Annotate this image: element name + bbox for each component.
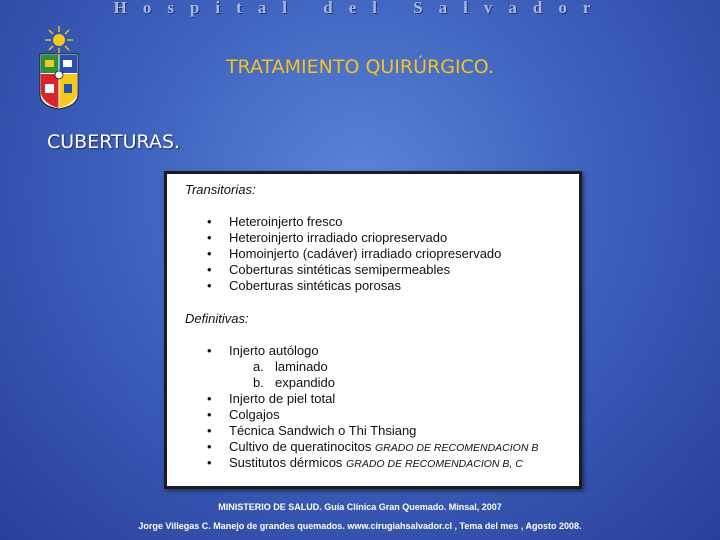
list-item: • Colgajos	[207, 407, 280, 422]
recommendation-grade: GRADO DE RECOMENDACION B, C	[346, 458, 523, 470]
list-item: • Injerto autólogo	[207, 343, 319, 358]
list-item: • Técnica Sandwich o Thi Thsiang	[207, 423, 417, 438]
bullet-icon: •	[207, 407, 212, 422]
list-item: • Homoinjerto (cadáver) irradiado criopreservado	[207, 246, 502, 261]
list-item: • Sustitutos dérmicos GRADO DE RECOMENDACION B, C	[207, 455, 523, 470]
bullet-icon: •	[207, 439, 212, 454]
bullet-icon: •	[207, 246, 212, 261]
bullet-icon: •	[207, 343, 212, 358]
list-item: • Cultivo de queratinocitos GRADO DE RECOMENDACION B	[207, 439, 539, 454]
definitivas-list	[167, 343, 579, 359]
transitorias-list	[167, 214, 579, 294]
section-heading: CUBERTURAS.	[47, 131, 181, 153]
definitivas-label: Definitivas:	[185, 311, 249, 326]
list-item: • Injerto de piel total	[207, 391, 336, 406]
bullet-icon: •	[207, 214, 212, 229]
coverage-table-image	[164, 171, 582, 489]
list-item: • Coberturas sintéticas porosas	[207, 278, 401, 293]
bullet-icon: •	[207, 278, 212, 293]
list-item: • Heteroinjerto fresco	[207, 214, 343, 229]
list-item: • Heteroinjerto irradiado criopreservado	[207, 230, 448, 245]
footer-reference-1: MINISTERIO DE SALUD. Guía Clínica Gran Quemado. Minsal, 2007	[218, 502, 502, 512]
bullet-icon: •	[207, 423, 212, 438]
list-item: a. laminado	[253, 359, 328, 374]
sun-emblem-icon	[45, 26, 73, 54]
bullet-icon: •	[207, 455, 212, 470]
autologo-sublist	[167, 359, 579, 391]
hospital-banner: Hospital del Salvador	[113, 0, 607, 17]
recommendation-grade: GRADO DE RECOMENDACION B	[374, 442, 539, 454]
list-item: • Coberturas sintéticas semipermeables	[207, 262, 451, 277]
transitorias-label: Transitorias:	[185, 182, 256, 197]
bullet-icon: •	[207, 230, 212, 245]
list-item: b. expandido	[253, 375, 335, 390]
bullet-icon: •	[207, 391, 212, 406]
definitivas-list-continued	[167, 391, 579, 471]
footer-reference-2: Jorge Villegas C. Manejo de grandes quemados. www.cirugiahsalvador.cl , Tema del mes , Agosto 2008.	[138, 521, 582, 531]
slide-title: TRATAMIENTO QUIRÚRGICO.	[225, 56, 495, 78]
bullet-icon: •	[207, 262, 212, 277]
